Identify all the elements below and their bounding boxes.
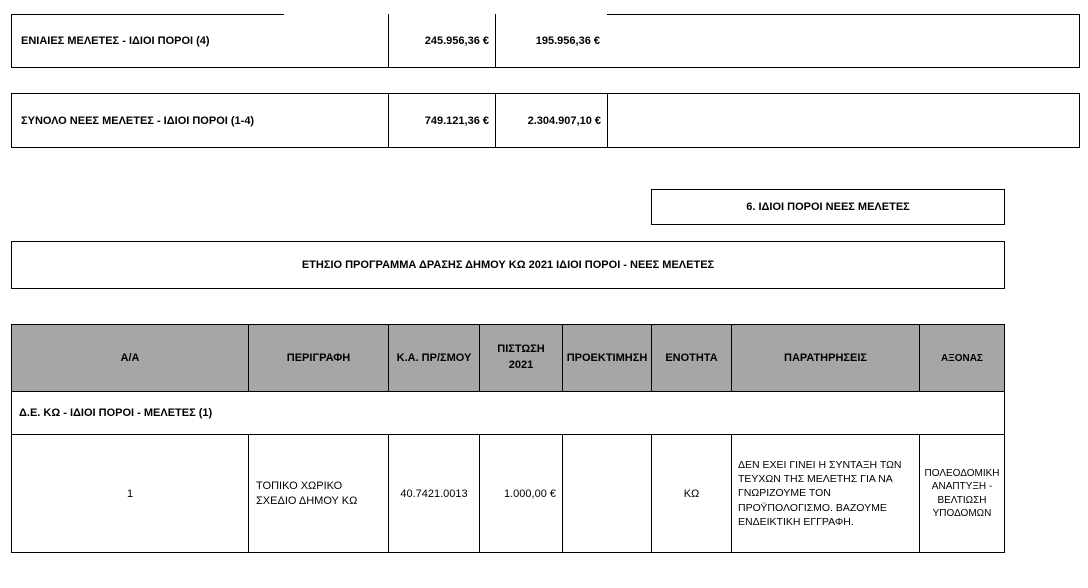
row-unit: ΚΩ: [683, 487, 700, 500]
summary-label: ΕΝΙΑΙΕΣ ΜΕΛΕΤΕΣ - ΙΔΙΟΙ ΠΟΡΟΙ (4): [21, 35, 210, 47]
group-label: Δ.Ε. ΚΩ - ΙΔΙΟΙ ΠΟΡΟΙ - ΜΕΛΕΤΕΣ (1): [19, 407, 213, 419]
header-unit: ΕΝΟΤΗΤΑ: [665, 352, 718, 364]
header-budget-code: Κ.Α. ΠΡ/ΣΜΟΥ: [396, 352, 472, 364]
summary-value-1: 749.121,36 €: [424, 114, 489, 127]
row-budget-code: 40.7421.0013: [400, 487, 468, 500]
header-procurement: ΠΡΟΕΚΤΙΜΗΣΗ: [566, 352, 648, 364]
row-remarks: ΔΕΝ ΕΧΕΙ ΓΙΝΕΙ Η ΣΥΝΤΑΞΗ ΤΩΝ ΤΕΥΧΩΝ ΤΗΣ ΜΕΛΕΤΗΣ ΓΙΑ ΝΑ ΓΝΩΡΙΖΟΥΜΕ ΤΟΝ ΠΡΟΫΠΟΛΟΓΙΣΜΟ. ΒΑΖΟΥΜΕ ΕΝΔΕΙΚΤΙΚΗ ΕΓΓΡΑΦΗ.: [738, 459, 902, 528]
row-description: ΤΟΠΙΚΟ ΧΩΡΙΚΟ ΣΧΕΔΙΟ ΔΗΜΟΥ ΚΩ: [256, 479, 358, 507]
summary-label: ΣΥΝΟΛΟ ΝΕΕΣ ΜΕΛΕΤΕΣ - ΙΔΙΟΙ ΠΟΡΟΙ (1-4): [21, 114, 255, 127]
header-aa: Α/Α: [120, 352, 140, 364]
section-heading: 6. ΙΔΙΟΙ ΠΟΡΟΙ ΝΕΕΣ ΜΕΛΕΤΕΣ: [651, 189, 1005, 225]
row-aa: 1: [126, 487, 134, 500]
header-description: ΠΕΡΙΓΡΑΦΗ: [286, 352, 351, 364]
header-axes: ΑΞΟΝΑΣ: [941, 352, 983, 364]
header-credit-line2: 2021: [508, 359, 534, 371]
header-credit-line1: ΠΙΣΤΩΣΗ: [497, 343, 545, 356]
summary-value-1: 245.956,36 €: [424, 35, 489, 47]
row-axes: ΠΟΛΕΟΔΟΜΙΚΗ ΑΝΑΠΤΥΞΗ - ΒΕΛΤΙΩΣΗ ΥΠΟΔΟΜΩΝ: [924, 467, 1000, 519]
header-credit: [480, 325, 562, 391]
program-title: ΕΤΗΣΙΟ ΠΡΟΓΡΑΜΜΑ ΔΡΑΣΗΣ ΔΗΜΟΥ ΚΩ 2021 ΙΔΙΟΙ ΠΟΡΟΙ - ΝΕΕΣ ΜΕΛΕΤΕΣ: [11, 241, 1005, 289]
row-credit: 1.000,00 €: [504, 487, 556, 500]
header-remarks: ΠΑΡΑΤΗΡΗΣΕΙΣ: [784, 352, 867, 364]
row-procurement: [563, 435, 651, 552]
summary-value-2: 2.304.907,10 €: [527, 114, 601, 127]
summary-value-2: 195.956,36 €: [535, 35, 600, 47]
